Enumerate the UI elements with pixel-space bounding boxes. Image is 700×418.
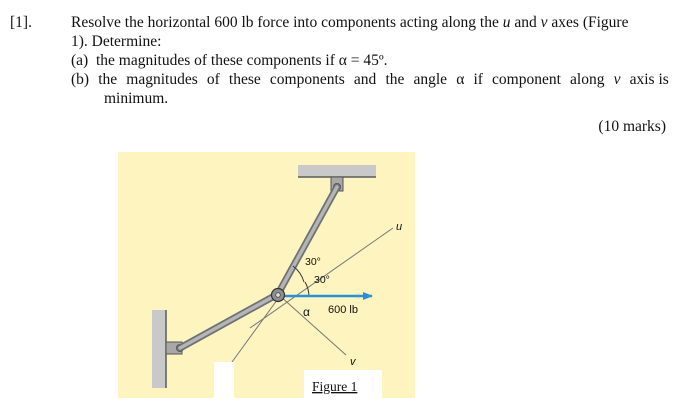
u-axis-label: u [396,221,403,233]
part-a-label: (a) [71,52,89,69]
part-b-word: of [206,71,220,88]
joint-pin-center [276,293,281,298]
part-b-word: along [570,71,605,88]
part-b-word: these [228,71,261,88]
part-b-word: component [492,71,561,88]
left-wall [152,310,166,388]
angle-label-upper: 30° [305,256,321,268]
part-b-word: components [269,71,345,88]
v-axis-label: v [350,356,356,368]
question-text: axes (Figure [551,14,629,31]
question-number: [1]. [10,14,32,31]
force-label: 600 lb [328,304,358,316]
v-symbol: v [540,14,548,31]
marks: (10 marks) [598,118,666,135]
part-b-word: angle [413,71,448,88]
part-b-word: and [353,71,377,88]
part-b-word: the [98,71,118,88]
question-line-2: 1). Determine: [71,33,162,50]
part-b-label: (b) [71,71,90,88]
u-symbol: u [502,14,511,31]
question-text: Resolve the horizontal 600 lb force into components acting along the [71,14,499,31]
part-a-text: the magnitudes of these components if α = 45º. [95,52,388,69]
v-symbol: v [613,71,621,88]
part-b-word: the [385,71,405,88]
top-support [298,165,376,177]
angle-label-lower: 30° [314,274,330,286]
alpha-label: α [303,305,310,319]
figure-caption: Figure 1 [312,379,358,394]
part-b-word: axis is [629,71,669,88]
question-text: and [514,14,537,31]
part-b-word: α [456,71,465,88]
part-b-word: magnitudes [126,71,198,88]
part-b-word: if [473,71,483,88]
part-b-line-2: minimum. [104,90,169,107]
bottom-white-patch [214,362,234,398]
